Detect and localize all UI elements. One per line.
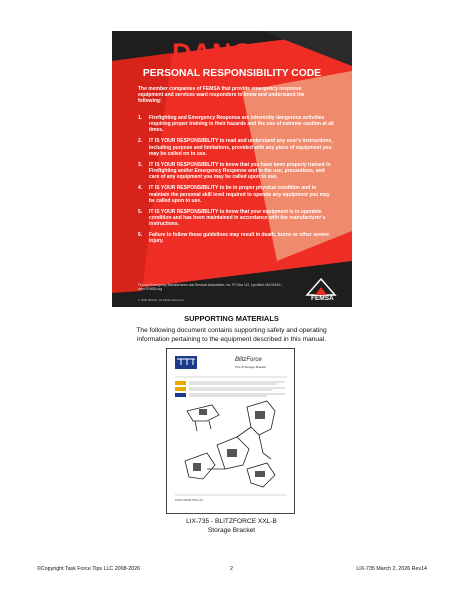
list-item: 2. IT IS YOUR RESPONSIBILITY to read and understand any user's instructions, including purpose and limitations, provided with any piece of equipment you may be called on to use. (138, 138, 333, 157)
supporting-materials-heading: SUPPORTING MATERIALS (184, 314, 279, 323)
thumbnail-title: BlitzForce (235, 357, 262, 363)
poster-footer: Fire and Emergency Manufacturers and Services Association, Inc. PO Box 147, Lynnfield, MA 01940 • www.FEMSA.org (138, 283, 282, 291)
danger-poster (112, 31, 352, 307)
thumbnail-subtitle: XXL-B Storage Bracket (235, 365, 267, 369)
footer-copyright: ©Copyright Task Force Tips LLC 2008-2026 (37, 566, 141, 572)
poster-copyright: © 2006 FEMSA. All Rights Reserved. (138, 298, 185, 302)
list-item: 5. IT IS YOUR RESPONSIBILITY to know that your equipment is in operable condition and has been maintained in accordance with the manufacturer's instructions. (138, 208, 326, 228)
list-item: 4. IT IS YOUR RESPONSIBILITY to be in proper physical condition and to maintain the personal skill level required to operate any equipment you may be called upon to use. (138, 185, 330, 204)
footer-page-number: 2 (230, 566, 233, 572)
list-item: 1. Firefighting and Emergency Response are inherently dangerous activities requiring proper training in their hazards and the use of extreme caution at all times. (138, 115, 334, 134)
thumbnail-caption-line2: Storage Bracket (207, 527, 256, 534)
list-item: 3. IT IS YOUR RESPONSIBILITY to know that you have been properly trained in Firefighting and/or Emergency Response and in the use, precautions, and care of any equipment you may be called upon to use. (138, 161, 331, 181)
responsibility-list (138, 115, 334, 250)
poster-subtitle: PERSONAL RESPONSIBILITY CODE (142, 68, 322, 79)
thumbnail-drawing (167, 349, 295, 514)
supporting-materials-text: The following document contains supporting safety and operating information pertaining to the equipment described in this manual. (136, 327, 327, 343)
poster-title: DANGER (171, 38, 292, 68)
femsa-logo-icon (303, 277, 339, 297)
poster-intro: The member companies of FEMSA that provide emergency response equipment and services want responders to know and understand the following: (138, 86, 305, 105)
footer-doc-revision: LIX-735 March 2, 2026 Rev14 (356, 566, 427, 572)
femsa-logo-text: FEMSA (311, 295, 334, 302)
thumbnail-footer: TASK FORCE TIPS LLC (175, 499, 204, 502)
document-thumbnail[interactable] (166, 348, 295, 514)
thumbnail-caption-line1: LIX-735 - BLITZFORCE XXL-B (186, 518, 277, 525)
list-item: 6. Failure to follow these guidelines may result in death, burns or other severe injury. (138, 232, 330, 245)
